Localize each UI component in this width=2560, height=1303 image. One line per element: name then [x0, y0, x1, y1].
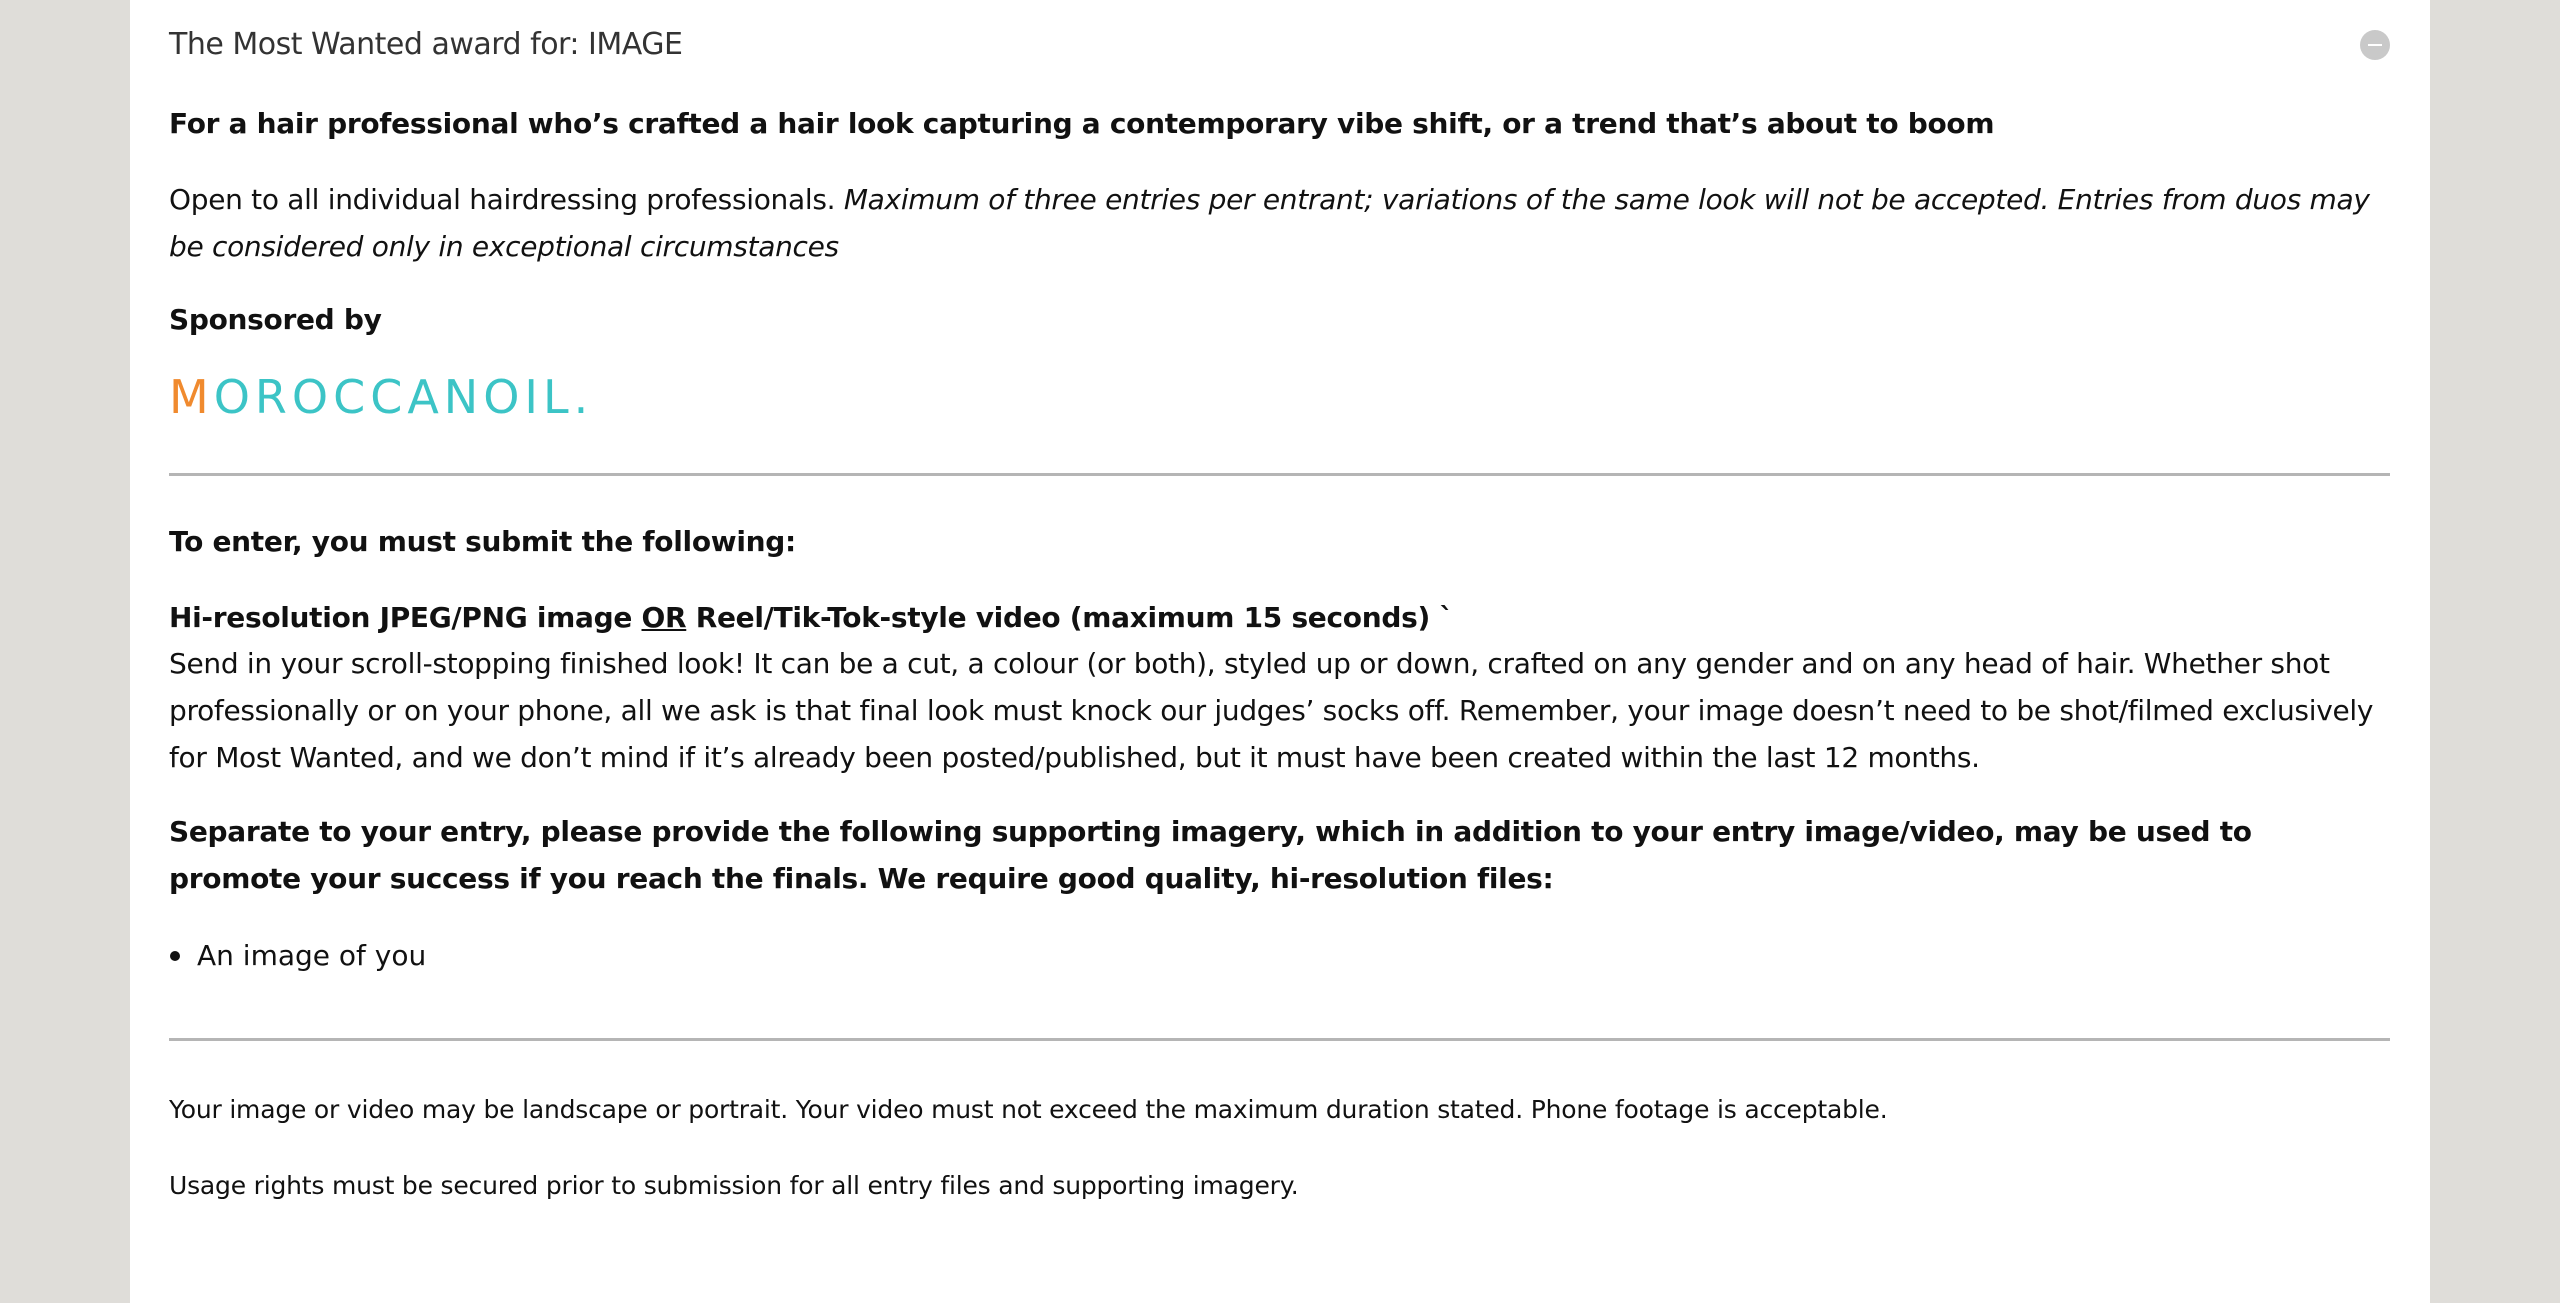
minus-icon	[2368, 44, 2382, 46]
supporting-heading: Separate to your entry, please provide the following supporting imagery, which in addition to your entry image/video, may be used to promote your success if you reach the finals. We require good quality, hi-resolution files:	[169, 815, 2252, 895]
eligibility-italic: Maximum of three entries per entrant; variations of the same look will not be accepted. Entries from duos may be considered only in exceptional circumstances	[169, 183, 2370, 263]
requirement-title-part1: Hi-resolution JPEG/PNG image	[169, 601, 642, 634]
award-tagline: For a hair professional who’s crafted a hair look capturing a contemporary vibe shift, or a trend that’s about to boom	[169, 107, 1995, 140]
requirement-title	[169, 594, 1453, 641]
moroccanoil-logo	[169, 372, 593, 422]
divider	[169, 473, 2390, 476]
format-note: Your image or video may be landscape or portrait. Your video must not exceed the maximum duration stated. Phone footage is acceptable.	[169, 1095, 1888, 1124]
collapse-icon[interactable]	[2360, 30, 2390, 60]
list-item-label: An image of you	[197, 939, 427, 972]
requirement-body: Send in your scroll-stopping finished look! It can be a cut, a colour (or both), styled up or down, crafted on any gender and on any head of hair. Whether shot professionally or on your phone, all we ask is that final look must knock our judges’ socks off. Remember, your image doesn’t need to be shot/filmed exclusively for Most Wanted, and we don’t mind if it’s already been posted/published, but it must have been created within the last 12 months.	[169, 647, 2374, 774]
requirements-heading: To enter, you must submit the following:	[169, 525, 796, 558]
logo-rest: OROCCANOIL	[213, 370, 574, 424]
logo-dot: .	[573, 370, 594, 424]
rights-note: Usage rights must be secured prior to submission for all entry files and supporting imagery.	[169, 1171, 1299, 1200]
eligibility-text	[169, 176, 2390, 270]
section-header[interactable]	[169, 24, 2390, 66]
requirement-title-part2: Reel/Tik-Tok-style video (maximum 15 seconds) `	[686, 601, 1454, 634]
bullet-icon	[170, 951, 180, 961]
award-panel	[130, 0, 2430, 1303]
requirement-title-or: OR	[641, 601, 687, 634]
section-title: The Most Wanted award for: IMAGE	[169, 27, 683, 62]
sponsored-by-label: Sponsored by	[169, 303, 382, 336]
logo-first-letter: M	[169, 370, 214, 424]
eligibility-plain: Open to all individual hairdressing professionals.	[169, 183, 844, 216]
divider	[169, 1038, 2390, 1041]
